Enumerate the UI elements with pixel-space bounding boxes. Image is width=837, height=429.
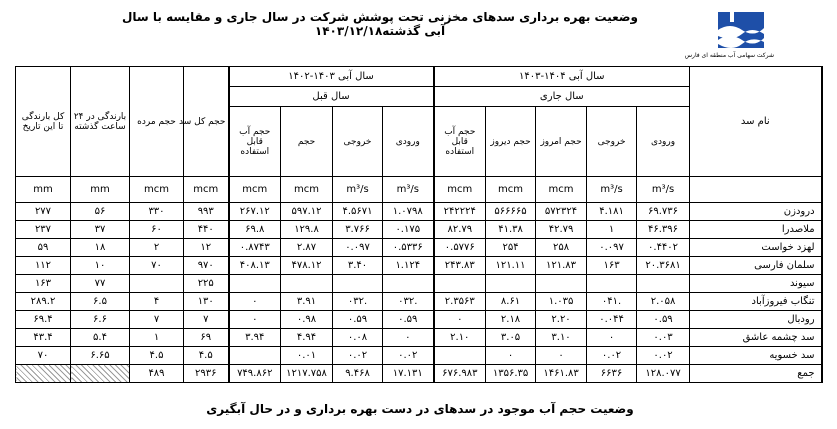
cell-dead: ۷ — [130, 311, 184, 329]
cell-pout — [333, 275, 383, 293]
sum-cell: ۱۲۸.۰۷۷ — [637, 365, 690, 383]
table-row — [16, 239, 822, 257]
cell-usable — [434, 347, 486, 365]
col-outflow: خروجی — [587, 107, 637, 177]
rain-total-header: کل بارندگی تا این تاریخ — [16, 67, 71, 177]
dam-name: سیوند — [690, 275, 822, 293]
cell-vyest: ۰ — [486, 347, 536, 365]
col-inflow: ورودی — [637, 107, 690, 177]
cell-total: ۱۳۰ — [184, 293, 229, 311]
unit-cell: mcm — [536, 177, 587, 203]
cell-pin: ۰.۰۲ — [383, 347, 434, 365]
cell-total: ۹۹۳ — [184, 203, 229, 221]
cell-pvol: ۱۲۹.۸ — [281, 221, 333, 239]
cell-out: ۰ — [587, 329, 637, 347]
hatched-cell — [16, 365, 71, 383]
cell-usable: ۰.۵۷۷۶ — [434, 239, 486, 257]
cell-vtoday: ۲.۲۰ — [536, 311, 587, 329]
unit-cell: mcm — [486, 177, 536, 203]
cell-rain24: ۵.۴ — [71, 329, 130, 347]
cell-pusable: ۲۶۷.۱۲ — [229, 203, 281, 221]
sum-cell: ۱۷.۱۳۱ — [383, 365, 434, 383]
cell-pout: ۳.۴۰ — [333, 257, 383, 275]
cell-in: ۴۶.۳۹۶ — [637, 221, 690, 239]
current-year-header: سال آبی ۱۴۰۴-۱۴۰۳ — [434, 67, 690, 87]
dam-name: درودزن — [690, 203, 822, 221]
cell-total: ۱۲ — [184, 239, 229, 257]
cell-raintotal: ۱۱۲ — [16, 257, 71, 275]
cell-dead: ۲ — [130, 239, 184, 257]
dam-name: سد خسویه — [690, 347, 822, 365]
cell-usable: ۲۴۳.۸۳ — [434, 257, 486, 275]
cell-dead: ۴.۵ — [130, 347, 184, 365]
cell-vyest: ۲۵۴ — [486, 239, 536, 257]
cell-pvol: ۲.۸۷ — [281, 239, 333, 257]
cell-usable: ۲۴۲۲۲۴ — [434, 203, 486, 221]
cell-pout: ۰.۰۹۷ — [333, 239, 383, 257]
dam-name: لهزد خواست — [690, 239, 822, 257]
cell-dead: ۶۰ — [130, 221, 184, 239]
dam-name: ملاصدرا — [690, 221, 822, 239]
cell-out: ۰.۰۴۴ — [587, 311, 637, 329]
dam-name: رودبال — [690, 311, 822, 329]
cell-pin: ۰ — [383, 329, 434, 347]
cell-raintotal: ۲۸۹.۲ — [16, 293, 71, 311]
cell-pin: ۱.۰۷۹۸ — [383, 203, 434, 221]
cell-vyest: ۴۱.۳۸ — [486, 221, 536, 239]
unit-cell: mcm — [229, 177, 281, 203]
cell-out: ۰.۰۹۷ — [587, 239, 637, 257]
cell-pin: ۰.۵۹ — [383, 311, 434, 329]
cell-vtoday: ۳.۱۰ — [536, 329, 587, 347]
cell-total: ۴۴۰ — [184, 221, 229, 239]
cell-in: ۰.۰۲ — [637, 347, 690, 365]
cell-vtoday: ۵۷۲۳۲۴ — [536, 203, 587, 221]
cell-in: ۰.۴۴۰۲ — [637, 239, 690, 257]
dam-name-header: نام سد — [690, 67, 822, 177]
cell-usable: ۸۲.۷۹ — [434, 221, 486, 239]
cell-pout: ۴.۵۶۷۱ — [333, 203, 383, 221]
sum-cell: ۷۴۹.۸۶۲ — [229, 365, 281, 383]
dam-table — [15, 66, 823, 383]
sum-cell: ۱۳۵۶.۳۵ — [486, 365, 536, 383]
sum-cell: ۴۸۹ — [130, 365, 184, 383]
cell-out — [587, 275, 637, 293]
unit-cell: mcm — [130, 177, 184, 203]
rain24-header: بارندگی در ۲۴ ساعت گذشته — [71, 67, 130, 177]
cell-pout: ۰.۰۲ — [333, 347, 383, 365]
cell-dead: ۳۳۰ — [130, 203, 184, 221]
cell-pout: ۰.۵۹ — [333, 311, 383, 329]
sum-label: جمع — [690, 365, 822, 383]
cell-dead — [130, 275, 184, 293]
cell-pvol: ۰.۹۸ — [281, 311, 333, 329]
cell-vtoday — [536, 275, 587, 293]
unit-cell: mcm — [434, 177, 486, 203]
cell-raintotal: ۴۳.۴ — [16, 329, 71, 347]
current-sub-header: سال جاری — [434, 87, 690, 107]
cell-in: ۰.۰۳ — [637, 329, 690, 347]
cell-dead: ۱ — [130, 329, 184, 347]
cell-pin: ۱.۱۲۴ — [383, 257, 434, 275]
cell-out: ۰.۰۲ — [587, 347, 637, 365]
prev-sub-header: سال قبل — [229, 87, 434, 107]
cell-usable: ۲.۳۵۶۳ — [434, 293, 486, 311]
cell-pusable: ۳.۹۴ — [229, 329, 281, 347]
cell-vyest: ۱۲۱.۱۱ — [486, 257, 536, 275]
cell-pvol — [281, 275, 333, 293]
cell-rain24: ۶.۶۵ — [71, 347, 130, 365]
cell-pusable: ۰ — [229, 293, 281, 311]
cell-raintotal: ۲۳۷ — [16, 221, 71, 239]
sum-cell: ۱۴۶۱.۸۳ — [536, 365, 587, 383]
table-row — [16, 203, 822, 221]
cell-out: ۴.۱۸۱ — [587, 203, 637, 221]
cell-vyest: ۸.۶۱ — [486, 293, 536, 311]
sum-cell: ۶۶۳۶ — [587, 365, 637, 383]
cell-rain24: ۱۰ — [71, 257, 130, 275]
cell-usable: ۰ — [434, 311, 486, 329]
hatched-cell — [71, 365, 130, 383]
cell-in: ۲۰.۳۶۸۱ — [637, 257, 690, 275]
cell-pusable — [229, 347, 281, 365]
table-row — [16, 257, 822, 275]
dam-name: سد چشمه عاشق — [690, 329, 822, 347]
cell-in: ۰.۵۹ — [637, 311, 690, 329]
dam-name: سلمان فارسی — [690, 257, 822, 275]
cell-in: ۶۹.۷۳۶ — [637, 203, 690, 221]
col-usable: حجم آب قابل استفاده — [434, 107, 486, 177]
cell-dead: ۷۰ — [130, 257, 184, 275]
page-title: وضعیت بهره برداری سدهای مخزنی تحت پوشش شرکت در سال جاری و مقایسه با سال آبی گذشته۱۴۰۳/۱۲/۱۸ — [122, 10, 638, 38]
cell-rain24: ۷۷ — [71, 275, 130, 293]
cell-raintotal: ۶۹.۴ — [16, 311, 71, 329]
cell-pvol: ۳.۹۱ — [281, 293, 333, 311]
cell-rain24: ۵۶ — [71, 203, 130, 221]
cell-vyest: ۳.۰۵ — [486, 329, 536, 347]
cell-pin: ۰.۵۳۳۶ — [383, 239, 434, 257]
cell-pin — [383, 275, 434, 293]
cell-out: ۱۶۳ — [587, 257, 637, 275]
cell-pusable: ۰.۸۷۴۳ — [229, 239, 281, 257]
col-prev-inflow: ورودی — [383, 107, 434, 177]
cell-vyest — [486, 275, 536, 293]
cell-pvol: ۰.۰۱ — [281, 347, 333, 365]
cell-vyest: ۲.۱۸ — [486, 311, 536, 329]
cell-total: ۴.۵ — [184, 347, 229, 365]
cell-vtoday: ۴۲.۷۹ — [536, 221, 587, 239]
logo-caption: شرکت سهامی آب منطقه ای فارس — [684, 52, 774, 59]
unit-cell: mcm — [281, 177, 333, 203]
cell-raintotal: ۷۰ — [16, 347, 71, 365]
cell-vyest: ۵۶۶۶۶۵ — [486, 203, 536, 221]
cell-total: ۲۲۵ — [184, 275, 229, 293]
unit-cell: mm — [71, 177, 130, 203]
sum-cell: ۲۹۳۶ — [184, 365, 229, 383]
cell-pusable: ۰ — [229, 311, 281, 329]
table-row — [16, 311, 822, 329]
cell-pusable: ۶۹.۸ — [229, 221, 281, 239]
cell-total: ۷ — [184, 311, 229, 329]
sum-cell: ۶۷۶.۹۸۳ — [434, 365, 486, 383]
section-title: وضعیت حجم آب موجود در سدهای در دست بهره برداری و در حال آبگیری — [206, 402, 634, 416]
unit-name — [690, 177, 822, 203]
cell-in — [637, 275, 690, 293]
cell-usable: ۲.۱۰ — [434, 329, 486, 347]
cell-vtoday: ۱.۰۳۵ — [536, 293, 587, 311]
total-volume-header: حجم کل سد — [184, 67, 229, 177]
unit-cell: m³/s — [333, 177, 383, 203]
col-prev-outflow: خروجی — [333, 107, 383, 177]
table-row — [16, 347, 822, 365]
col-vol-today: حجم امروز — [536, 107, 587, 177]
cell-pin: .۰۳۲ — [383, 293, 434, 311]
cell-raintotal: ۵۹ — [16, 239, 71, 257]
prev-year-header: سال آبی ۱۴۰۳-۱۴۰۲ — [229, 67, 434, 87]
unit-cell: m³/s — [587, 177, 637, 203]
cell-pusable: ۴۰۸.۱۳ — [229, 257, 281, 275]
cell-rain24: ۳۷ — [71, 221, 130, 239]
sum-cell: ۱۲۱۷.۷۵۸ — [281, 365, 333, 383]
cell-total: ۹۷۰ — [184, 257, 229, 275]
cell-pvol: ۴۷۸.۱۲ — [281, 257, 333, 275]
unit-cell: m³/s — [637, 177, 690, 203]
cell-rain24: ۱۸ — [71, 239, 130, 257]
dead-volume-header: حجم مرده — [130, 67, 184, 177]
cell-out: ۱ — [587, 221, 637, 239]
cell-vtoday: ۲۵۸ — [536, 239, 587, 257]
cell-pin: ۰.۱۷۵ — [383, 221, 434, 239]
cell-pusable — [229, 275, 281, 293]
cell-pvol: ۵۹۷.۱۲ — [281, 203, 333, 221]
cell-raintotal: ۲۷۷ — [16, 203, 71, 221]
cell-dead: ۴ — [130, 293, 184, 311]
col-vol-yesterday: حجم دیروز — [486, 107, 536, 177]
sum-cell: ۹.۴۶۸ — [333, 365, 383, 383]
table-row — [16, 275, 822, 293]
col-prev-usable: حجم آب قابل استفاده — [229, 107, 281, 177]
table-row — [16, 329, 822, 347]
cell-vtoday: ۱۲۱.۸۳ — [536, 257, 587, 275]
dam-name: تنگاب فیروزآباد — [690, 293, 822, 311]
cell-pvol: ۴.۹۴ — [281, 329, 333, 347]
unit-cell: mm — [16, 177, 71, 203]
cell-raintotal: ۱۶۳ — [16, 275, 71, 293]
cell-pout: ۳.۷۶۶ — [333, 221, 383, 239]
unit-cell: m³/s — [383, 177, 434, 203]
cell-in: ۲.۰۵۸ — [637, 293, 690, 311]
cell-out: .۰۴۱ — [587, 293, 637, 311]
cell-pout: .۰۳۲ — [333, 293, 383, 311]
unit-cell: mcm — [184, 177, 229, 203]
cell-vtoday: ۰ — [536, 347, 587, 365]
table-row — [16, 293, 822, 311]
cell-rain24: ۶.۵ — [71, 293, 130, 311]
table-row — [16, 221, 822, 239]
col-prev-volume: حجم — [281, 107, 333, 177]
cell-rain24: ۶.۶ — [71, 311, 130, 329]
cell-pout: ۰.۰۸ — [333, 329, 383, 347]
cell-usable — [434, 275, 486, 293]
cell-total: ۶۹ — [184, 329, 229, 347]
